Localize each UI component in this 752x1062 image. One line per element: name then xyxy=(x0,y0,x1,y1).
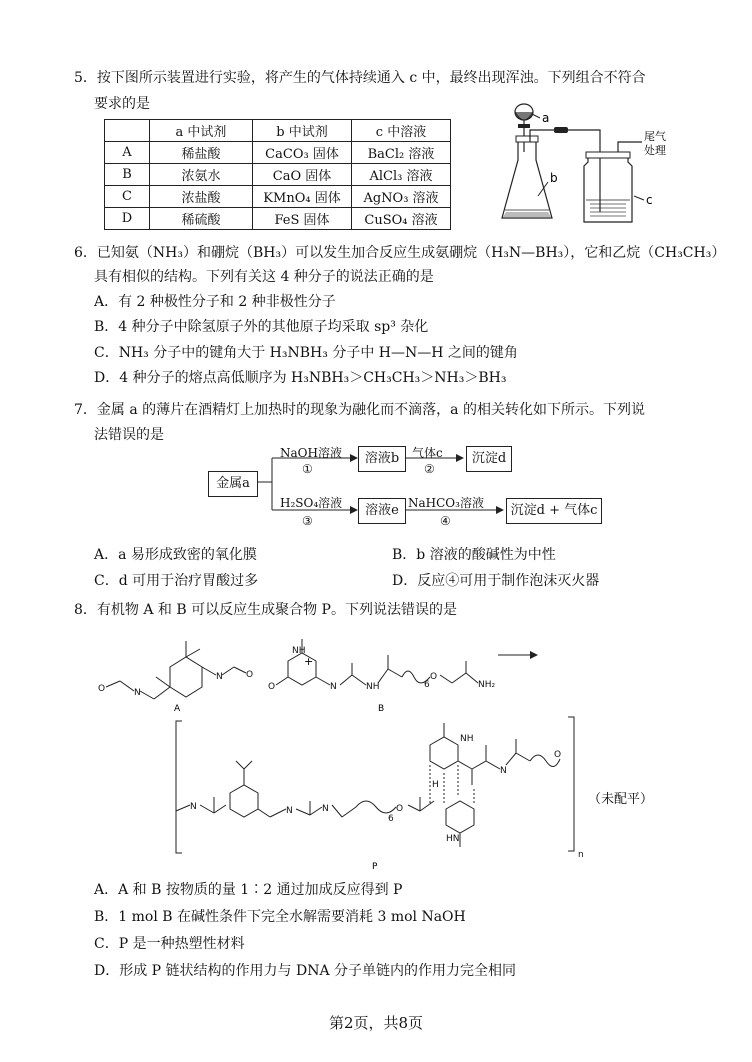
atom-N: N xyxy=(190,802,197,812)
q7-option-a: A．a 易形成致密的氧化膜 xyxy=(94,547,257,563)
table-cell: CaO 固体 xyxy=(253,164,352,186)
q7-option-b: B．b 溶液的酸碱性为中性 xyxy=(392,547,556,563)
atom-H: H xyxy=(432,780,439,790)
table-cell: 浓氨水 xyxy=(150,164,253,186)
flow-h2so4-label: H₂SO₄溶液 xyxy=(280,496,343,510)
table-header-cell xyxy=(105,120,150,142)
q7-option-d: D．反应④可用于制作泡沫灭火器 xyxy=(392,573,600,589)
table-cell: 稀硫酸 xyxy=(150,208,253,230)
table-header-cell: a 中试剂 xyxy=(150,120,253,142)
atom-O: O xyxy=(246,670,254,680)
table-row xyxy=(105,208,451,230)
table-cell: CuSO₄ 溶液 xyxy=(352,208,451,230)
q8-option-b: B．1 mol B 在碱性条件下完全水解需要消耗 3 mol NaOH xyxy=(94,909,466,925)
q7-stem-line1: 7．金属 a 的薄片在酒精灯上加热时的现象为融化而不滴落，a 的相关转化如下所示。下列说 xyxy=(74,402,645,418)
table-cell: BaCl₂ 溶液 xyxy=(352,142,451,164)
q8-structures xyxy=(90,625,710,875)
q8-option-c: C．P 是一种热塑性材料 xyxy=(94,936,245,952)
plus-sign: + xyxy=(304,655,314,668)
table-cell: KMnO₄ 固体 xyxy=(253,186,352,208)
flow-step-3: ③ xyxy=(302,514,313,528)
table-header-cell: c 中溶液 xyxy=(352,120,451,142)
flow-solution-e: 溶液e xyxy=(358,498,406,524)
atom-N: N xyxy=(216,672,223,682)
flow-step-4: ④ xyxy=(440,514,451,528)
q6-option-d: D．4 种分子的熔点高低顺序为 H₃NBH₃＞CH₃CH₃＞NH₃＞BH₃ xyxy=(94,370,507,386)
repeat-n: n xyxy=(578,850,584,860)
table-header-row xyxy=(105,120,451,142)
atom-HN: HN xyxy=(446,834,460,844)
table-cell: AlCl₃ 溶液 xyxy=(352,164,451,186)
table-row xyxy=(105,142,451,164)
repeat-6: 6 xyxy=(388,814,394,824)
atom-N: N xyxy=(286,806,293,816)
flow-step-2: ② xyxy=(424,462,435,476)
flow-precipitate-d: 沉淀d xyxy=(466,446,512,472)
table-cell: 稀盐酸 xyxy=(150,142,253,164)
label-A: A xyxy=(174,704,181,714)
table-cell: A xyxy=(105,142,150,164)
flow-precipitate-gas: 沉淀d + 气体c xyxy=(506,498,602,524)
atom-O: O xyxy=(430,672,438,682)
page-footer: 第2页，共8页 xyxy=(328,1014,424,1032)
q8-option-a: A．A 和 B 按物质的量 1∶2 通过加成反应得到 P xyxy=(94,882,403,898)
q5-apparatus-diagram xyxy=(496,100,676,230)
flow-solution-b: 溶液b xyxy=(358,446,406,472)
table-cell: 浓盐酸 xyxy=(150,186,253,208)
label-b: b xyxy=(550,171,558,185)
atom-N: N xyxy=(322,804,329,814)
atom-NH: NH xyxy=(460,734,474,744)
q5-reagent-table xyxy=(104,119,451,230)
tail-gas-label: 尾气 xyxy=(644,130,666,143)
table-cell: FeS 固体 xyxy=(253,208,352,230)
q6-option-b: B．4 种分子中除氢原子外的其他原子均采取 sp³ 杂化 xyxy=(94,319,429,335)
label-P: P xyxy=(372,862,378,872)
table-cell: C xyxy=(105,186,150,208)
q6-option-c: C．NH₃ 分子中的键角大于 H₃NBH₃ 分子中 H—N—H 之间的键角 xyxy=(94,345,518,361)
flow-gas-c-label: 气体c xyxy=(412,446,443,460)
atom-O: O xyxy=(554,750,562,760)
q6-stem-line1: 6．已知氨（NH₃）和硼烷（BH₃）可以发生加合反应生成氨硼烷（H₃N—BH₃），它和乙烷（CH₃CH₃） xyxy=(74,245,726,261)
atom-O: O xyxy=(268,682,276,692)
table-cell: CaCO₃ 固体 xyxy=(253,142,352,164)
flow-nahco3-label: NaHCO₃溶液 xyxy=(408,496,484,510)
q7-option-c: C．d 可用于治疗胃酸过多 xyxy=(94,573,259,589)
unbalanced-note: （未配平） xyxy=(588,792,654,807)
atom-N: N xyxy=(500,766,507,776)
q8-stem: 8．有机物 A 和 B 可以反应生成聚合物 P。下列说法错误的是 xyxy=(74,602,457,618)
atom-O: O xyxy=(396,804,404,814)
atom-N: N xyxy=(134,688,141,698)
q6-option-a: A．有 2 种极性分子和 2 种非极性分子 xyxy=(94,294,336,310)
atom-NH: NH xyxy=(292,646,306,656)
label-a: a xyxy=(542,111,550,125)
table-cell: D xyxy=(105,208,150,230)
table-row xyxy=(105,186,451,208)
label-c: c xyxy=(646,193,653,207)
atom-NH2: NH₂ xyxy=(478,680,496,690)
q5-stem-line1: 5．按下图所示装置进行实验，将产生的气体持续通入 c 中，最终出现浑浊。下列组合不符合 xyxy=(74,70,646,86)
q7-stem-line2: 法错误的是 xyxy=(94,427,164,443)
flow-step-1: ① xyxy=(302,462,313,476)
q6-stem-line2: 具有相似的结构。下列有关这 4 种分子的说法正确的是 xyxy=(94,269,434,285)
table-cell: B xyxy=(105,164,150,186)
atom-N: N xyxy=(330,682,337,692)
q5-stem-line2: 要求的是 xyxy=(94,96,150,112)
repeat-6: 6 xyxy=(424,680,430,690)
flow-naoh-label: NaOH溶液 xyxy=(280,446,342,460)
q8-option-d: D．形成 P 链状结构的作用力与 DNA 分子单链内的作用力完全相同 xyxy=(94,963,517,979)
atom-O: O xyxy=(98,684,106,694)
tail-gas-label-2: 处理 xyxy=(644,144,666,157)
label-B: B xyxy=(378,704,385,714)
table-header-cell: b 中试剂 xyxy=(253,120,352,142)
table-cell: AgNO₃ 溶液 xyxy=(352,186,451,208)
atom-NH: NH xyxy=(366,682,380,692)
table-row xyxy=(105,164,451,186)
flow-metal-a: 金属a xyxy=(208,471,258,497)
